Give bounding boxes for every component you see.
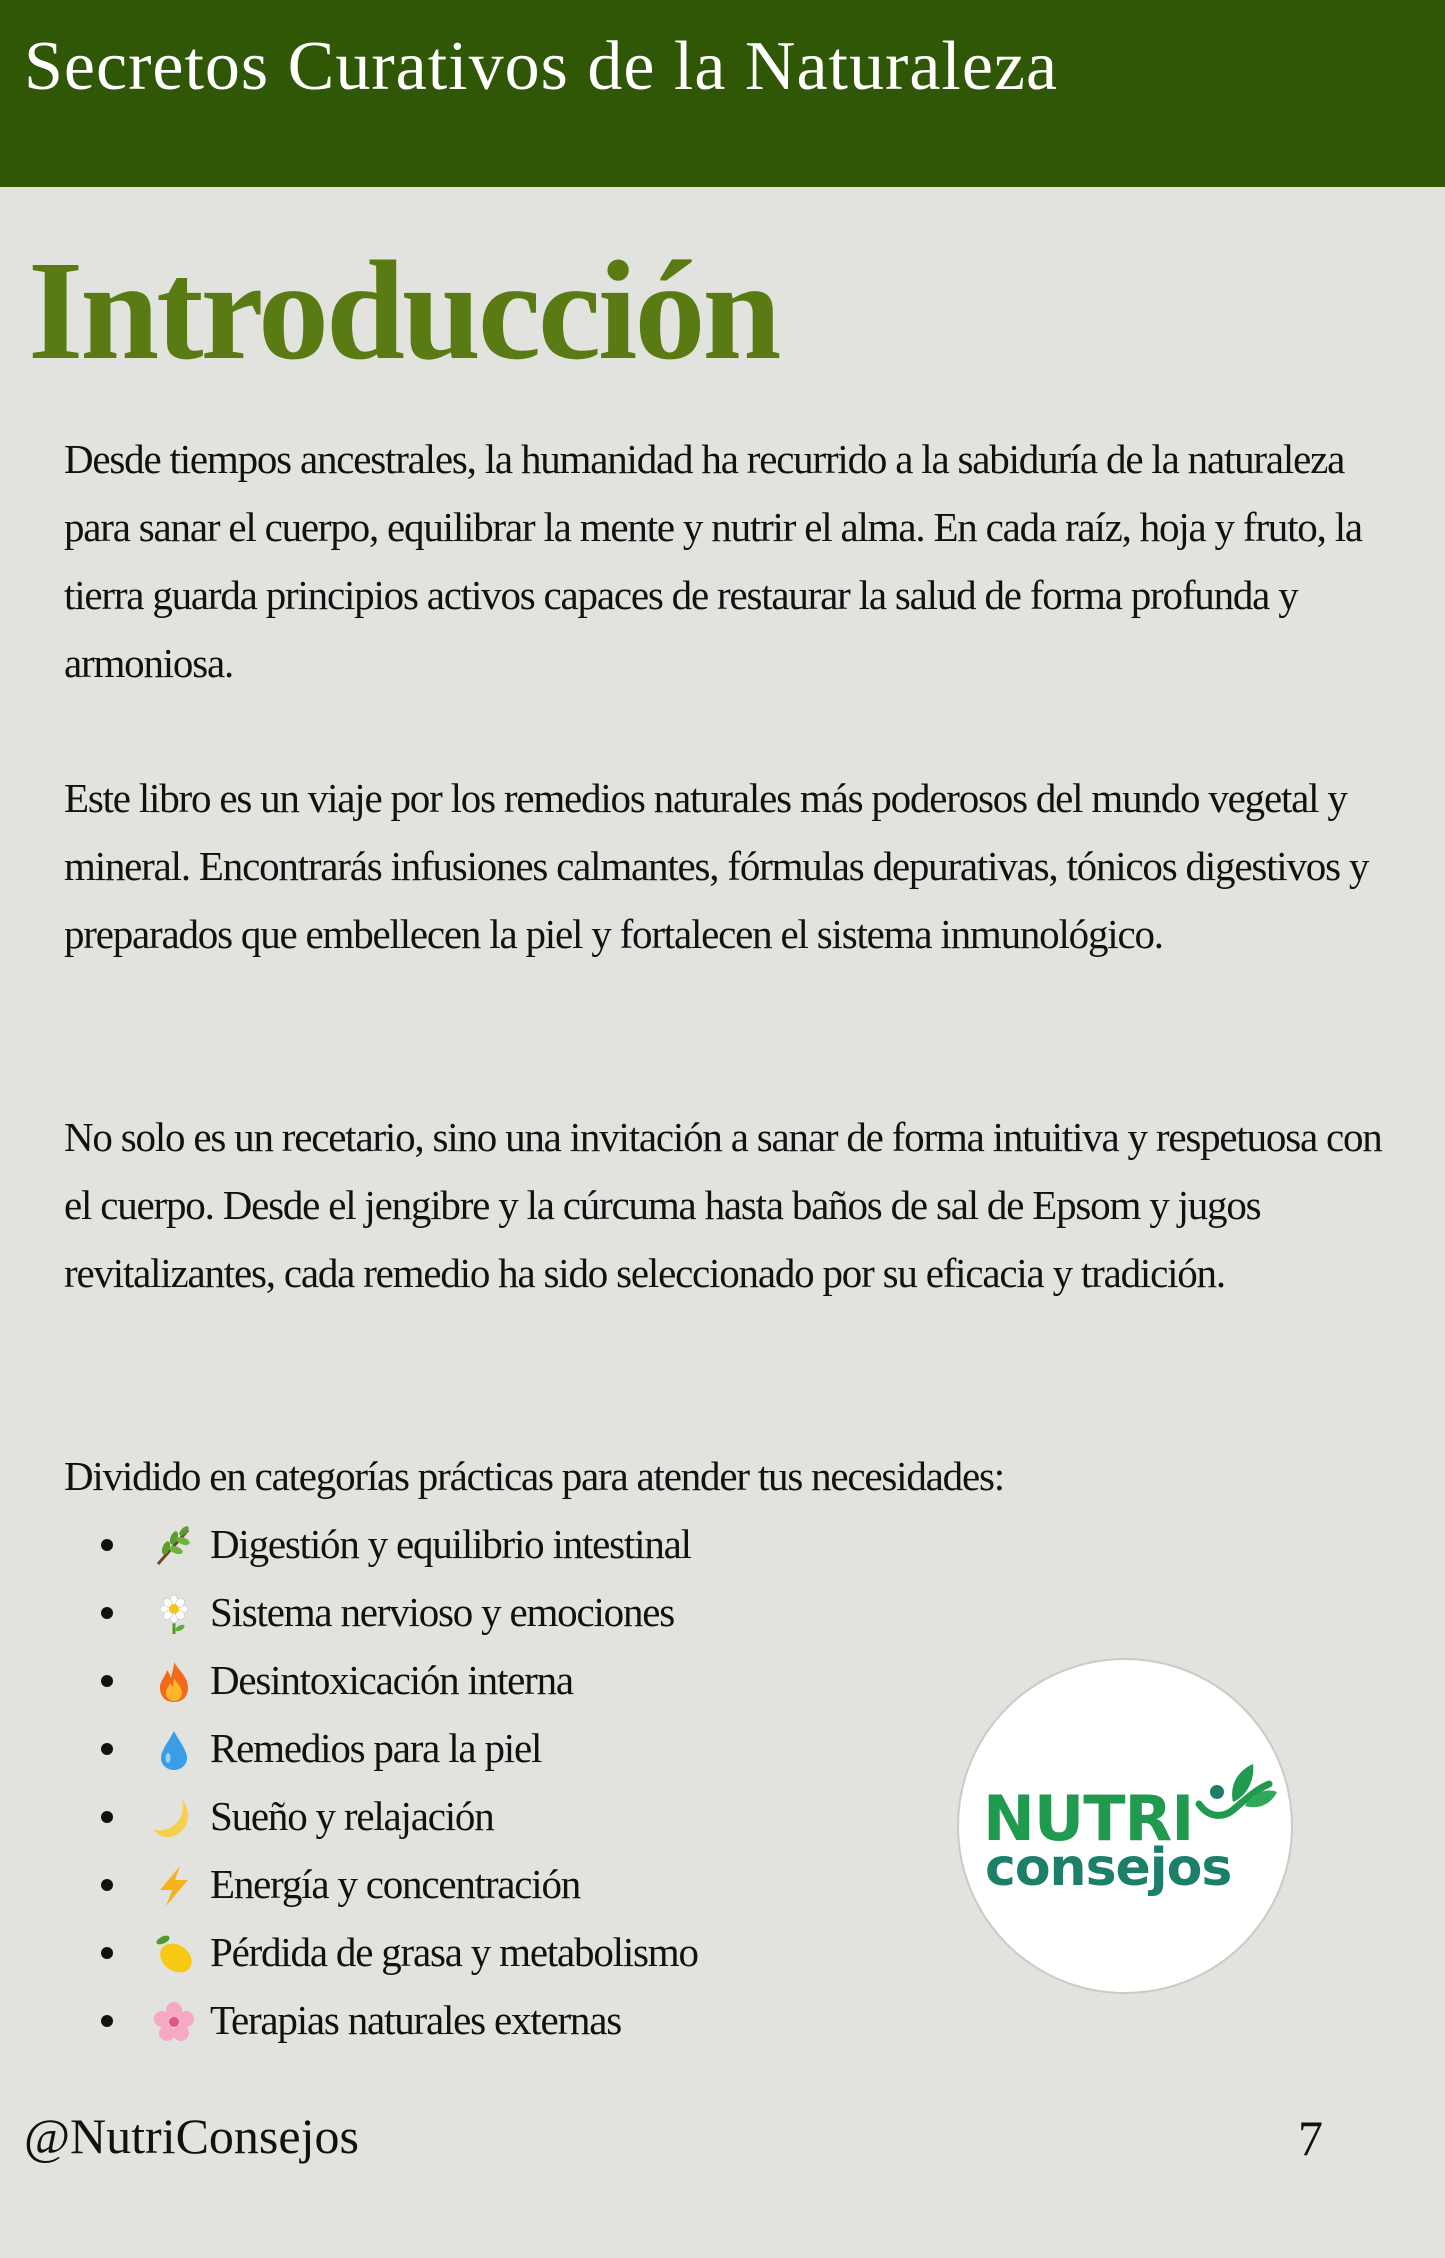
bullet — [101, 1947, 113, 1959]
paragraph-1: Desde tiempos ancestrales, la humanidad ha recurrido a la sabiduría de la naturaleza para sanar el cuerpo, equilibrar la mente y nutrir el alma. En cada raíz, hoja y fruto, la tierra guarda principios activos capaces de restaurar la salud de forma profunda y armoniosa. — [64, 436, 1362, 686]
lightning-icon — [152, 1864, 196, 1908]
page-title: Introducción — [28, 231, 779, 389]
bullet — [101, 1879, 113, 1891]
bullet — [101, 2015, 113, 2027]
logo-consejos-text: consejos — [985, 1838, 1232, 1898]
leaves-logo-icon — [1189, 1760, 1279, 1840]
bullet — [101, 1607, 113, 1619]
cherry-blossom-icon — [152, 2000, 196, 2044]
bullet — [101, 1743, 113, 1755]
book-title: Secretos Curativos de la Naturaleza — [24, 28, 1059, 105]
herb-icon — [152, 1524, 196, 1568]
daisy-icon — [152, 1592, 196, 1636]
header-bar — [0, 0, 1445, 187]
droplet-icon — [152, 1728, 196, 1772]
category-label: Terapias naturales externas — [210, 1997, 621, 2043]
bullet — [101, 1675, 113, 1687]
footer-handle: @NutriConsejos — [24, 2108, 359, 2164]
category-label: Pérdida de grasa y metabolismo — [210, 1929, 698, 1975]
bullet — [101, 1539, 113, 1551]
logo-nutri-text: NUTRI — [983, 1782, 1194, 1855]
categories-intro: Dividido en categorías prácticas para atender tus necesidades: — [64, 1453, 1004, 1499]
lemon-icon — [152, 1932, 196, 1976]
nutriconsejos-logo — [957, 1658, 1293, 1994]
paragraph-3: No solo es un recetario, sino una invitación a sanar de forma intuitiva y respetuosa con el cuerpo. Desde el jengibre y la cúrcuma hasta baños de sal de Epsom y jugos revitalizantes, cada remedio ha sido seleccionado por su eficacia y tradición. — [64, 1114, 1382, 1296]
fire-icon — [152, 1660, 196, 1704]
category-label: Energía y concentración — [210, 1861, 581, 1907]
paragraph-2: Este libro es un viaje por los remedios naturales más poderosos del mundo vegetal y mineral. Encontrarás infusiones calmantes, fórmulas depurativas, tónicos digestivos y preparados que embellecen la piel y fortalecen el sistema inmunológico. — [64, 775, 1369, 957]
category-label: Sueño y relajación — [210, 1793, 494, 1839]
category-label: Remedios para la piel — [210, 1725, 542, 1771]
category-label: Desintoxicación interna — [210, 1657, 573, 1703]
page-number: 7 — [1298, 2110, 1323, 2166]
category-label: Digestión y equilibrio intestinal — [210, 1521, 691, 1567]
bullet — [101, 1811, 113, 1823]
category-label: Sistema nervioso y emociones — [210, 1589, 675, 1635]
crescent-moon-icon — [152, 1796, 196, 1840]
